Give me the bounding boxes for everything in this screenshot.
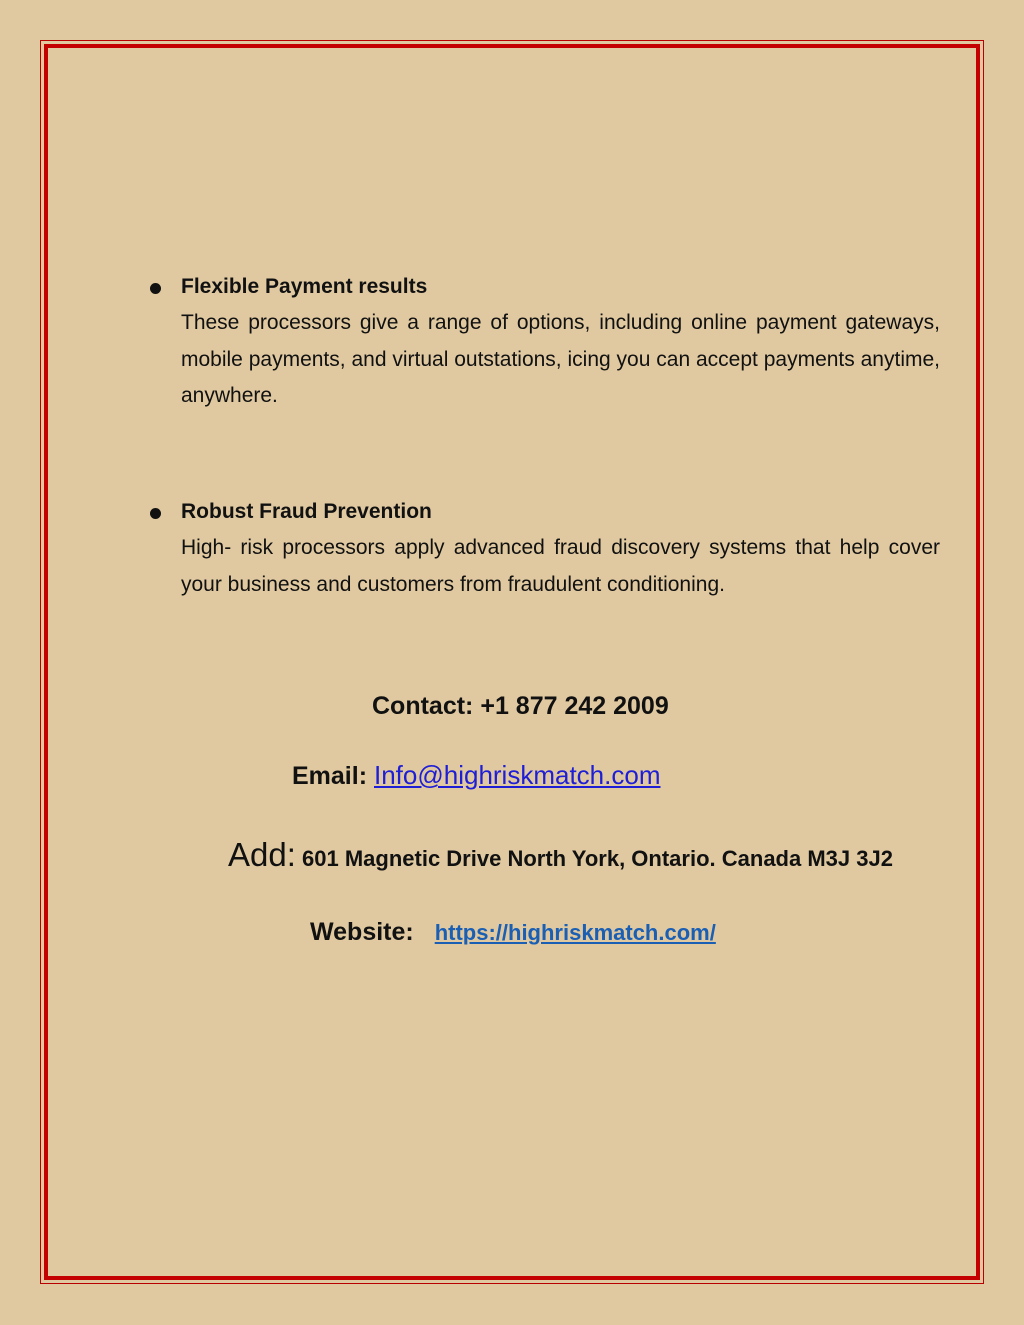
bullet-dot-icon	[150, 508, 161, 519]
address-label: Add:	[228, 836, 296, 873]
address-line	[228, 836, 893, 874]
bullet-flexible-payment	[150, 272, 940, 415]
bullet-body: High- risk processors apply advanced fraud discovery systems that help cover your business and customers from fraudulent conditioning.	[181, 536, 940, 596]
bullet-content	[181, 272, 940, 415]
email-line	[292, 760, 660, 791]
bullet-title: Robust Fraud Prevention	[181, 500, 432, 523]
email-label: Email:	[292, 762, 368, 790]
page-border-inner	[44, 44, 980, 1280]
bullet-content	[181, 497, 940, 603]
bullet-fraud-prevention	[150, 497, 940, 603]
contact-line	[372, 692, 669, 721]
bullet-dot-icon	[150, 283, 161, 294]
address-value: 601 Magnetic Drive North York, Ontario. Canada M3J 3J2	[302, 846, 893, 871]
contact-phone: +1 877 242 2009	[480, 692, 669, 720]
bullet-title: Flexible Payment results	[181, 275, 428, 298]
contact-label: Contact:	[372, 692, 474, 720]
website-link[interactable]: https://highriskmatch.com/	[434, 920, 716, 945]
email-link[interactable]: Info@highriskmatch.com	[373, 760, 661, 790]
website-label: Website:	[310, 918, 414, 946]
website-line	[310, 918, 716, 947]
bullet-body: These processors give a range of options, including online payment gateways, mobile payments, and virtual outstations, icing you can accept payments anytime, anywhere.	[181, 311, 940, 407]
